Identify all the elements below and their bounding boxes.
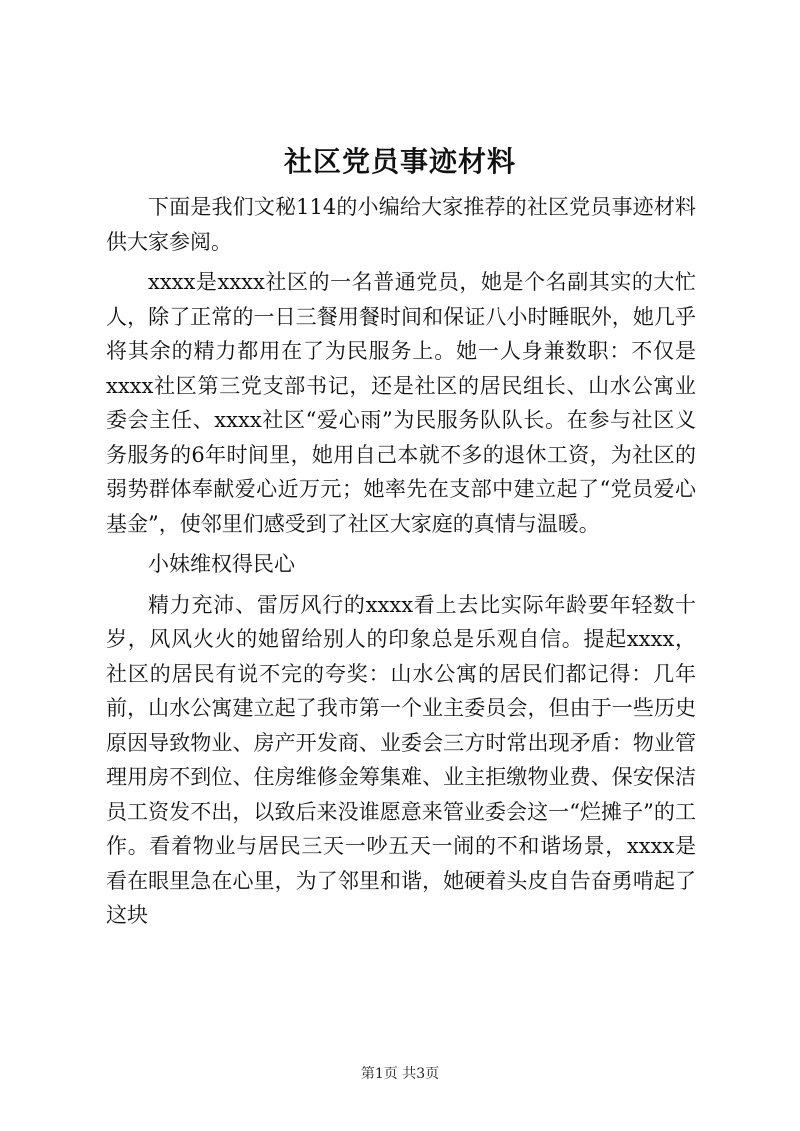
document-title: 社区党员事迹材料 xyxy=(283,145,516,178)
body-paragraph: xxxx是xxxx社区的一名普通党员，她是个名副其实的大忙人，除了正常的一日三餐用餐时间和保证八小时睡眠外，她几乎将其余的精力都用在了为民服务上。她一人身兼数职：不仅是xxxx社区第三党支部书记，还是社区的居民组长、山水公寓业委会主任、xxxx社区“爱心雨”为民服务队队长。在参与社区义务服务的6年时间里，她用自己本就不多的退休工资，为社区的弱势群体奉献爱心近万元；她率先在支部中建立起了“党员爱心基金”，使邻里们感受到了社区大家庭的真情与温暖。 xyxy=(106,270,696,536)
page-footer: 第1页 共3页 xyxy=(360,1066,440,1082)
body-paragraph: 精力充沛、雷厉风行的xxxx看上去比实际年龄要年轻数十岁，风风火火的她留给别人的印象总是乐观自信。提起xxxx，社区的居民有说不完的夸奖：山水公寓的居民们都记得：几年前，山水公寓建立起了我市第一个业主委员会，但由于一些历史原因导致物业、房产开发商、业委会三方时常出现矛盾：物业管理用房不到位、住房维修金筹集难、业主拒缴物业费、保安保洁员工资发不出，以致后来没谁愿意来管业委会这一“烂摊子”的工作。看着物业与居民三天一吵五天一闹的不和谐场景，xxxx是看在眼里急在心里，为了邻里和谐，她硬着头皮自告奋勇啃起了这块 xyxy=(106,592,696,927)
document-body xyxy=(106,190,696,939)
section-heading: 小妹维权得民心 xyxy=(148,552,295,576)
intro-paragraph: 下面是我们文秘114的小编给大家推荐的社区党员事迹材料供大家参阅。 xyxy=(106,195,696,254)
